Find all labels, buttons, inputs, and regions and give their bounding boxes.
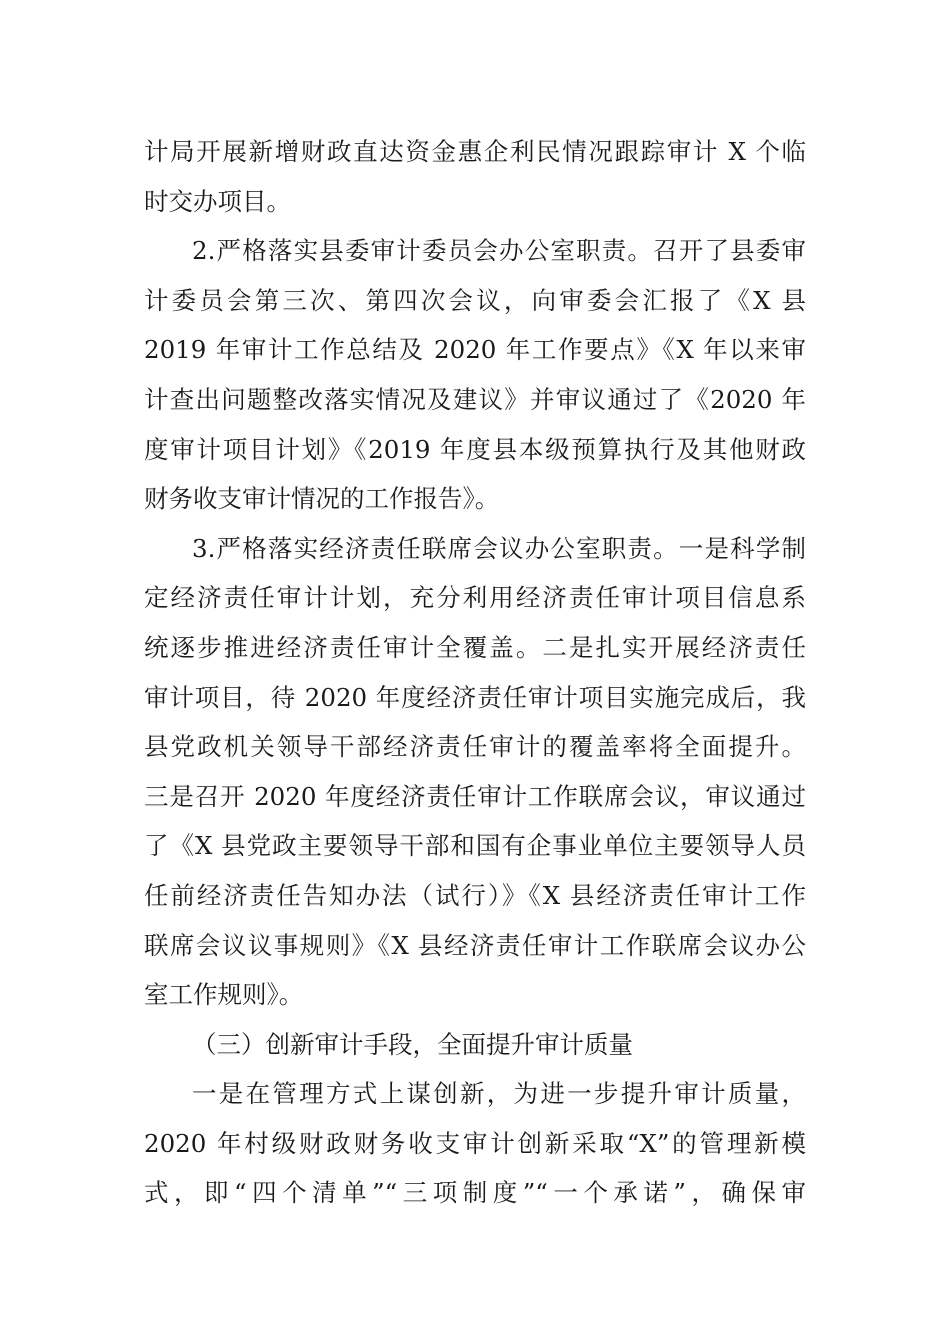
text-line: 联席会议议事规则》《X 县经济责任审计工作联席会议办公	[144, 930, 806, 960]
text-line: 2.严格落实县委审计委员会办公室职责。召开了县委审	[192, 236, 806, 266]
document-body	[144, 127, 806, 1218]
text-line: 统逐步推进经济责任审计全覆盖。二是扎实开展经济责任	[144, 632, 806, 662]
section-heading: （三）创新审计手段，全面提升审计质量	[192, 1029, 633, 1059]
text-line: 计查出问题整改落实情况及建议》并审议通过了《2020 年	[144, 384, 806, 414]
text-line: 财务收支审计情况的工作报告》。	[144, 484, 500, 514]
text-line: 时交办项目。	[144, 186, 291, 216]
text-line: 定经济责任审计计划，充分利用经济责任审计项目信息系	[144, 583, 806, 613]
text-line: 度审计项目计划》《2019 年度县本级预算执行及其他财政	[144, 434, 806, 464]
text-line: 审计项目，待 2020 年度经济责任审计项目实施完成后，我	[144, 682, 806, 712]
text-line: 一是在管理方式上谋创新，为进一步提升审计质量，	[192, 1079, 806, 1109]
text-line: 式，即“四个清单”“三项制度”“一个承诺”，确保审	[144, 1178, 806, 1208]
text-line: 计局开展新增财政直达资金惠企利民情况跟踪审计 X 个临	[144, 137, 806, 166]
text-line: 了《X 县党政主要领导干部和国有企事业单位主要领导人员	[144, 831, 806, 861]
text-line: 3.严格落实经济责任联席会议办公室职责。一是科学制	[192, 533, 806, 563]
text-line: 2020 年村级财政财务收支审计创新采取“X”的管理新模	[144, 1128, 806, 1158]
text-line: 2019 年审计工作总结及 2020 年工作要点》《X 年以来审	[144, 335, 806, 365]
text-line: 室工作规则》。	[144, 980, 304, 1010]
text-line: 三是召开 2020 年度经济责任审计工作联席会议，审议通过	[144, 781, 806, 811]
text-line: 县党政机关领导干部经济责任审计的覆盖率将全面提升。	[144, 732, 806, 762]
text-line: 计委员会第三次、第四次会议，向审委会汇报了《X 县	[144, 285, 806, 315]
text-line: 任前经济责任告知办法（试行）》《X 县经济责任审计工作	[144, 880, 806, 910]
